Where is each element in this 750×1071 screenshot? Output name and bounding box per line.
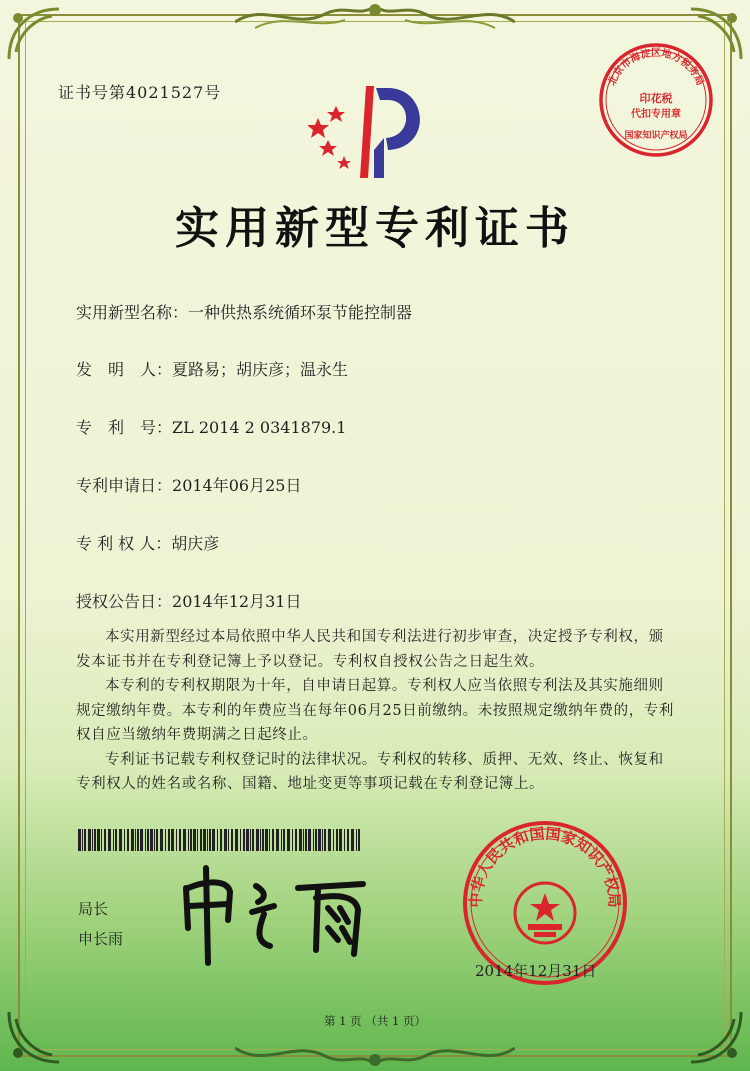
page-number: 第 1 页 （共 1 页） [324,1014,426,1028]
tax-seal-line3: 国家知识产权局 [624,131,688,141]
field-patent-number [76,415,346,438]
field-value: 2014年06月25日 [172,476,302,495]
corner-ornament-top-left [4,4,64,64]
field-utility-model-name [76,300,412,323]
field-label: 发 明 人： [76,360,173,379]
field-inventors [76,357,348,380]
certificate-body [76,625,676,797]
handwritten-signature [178,858,388,968]
field-patentee [76,531,219,554]
tax-seal-ring-text: 北京市海淀区地方税务局 [606,48,706,88]
field-value: 2014年12月31日 [172,592,302,611]
field-grant-announcement-date [76,589,301,612]
field-label: 实用新型名称： [76,303,189,322]
field-value: 一种供热系统循环泵节能控制器 [188,303,413,322]
field-label: 专 利 号： [76,418,173,437]
top-ornament [235,0,515,34]
body-paragraph: 本实用新型经过本局依照中华人民共和国专利法进行初步审查，决定授予专利权，颁发本证书并在专利登记簿上予以登记。专利权自授权公告之日起生效。 [76,629,664,670]
tax-seal-line1: 印花税 [639,92,673,105]
patent-office-logo [308,78,438,188]
tax-seal-line2: 代扣专用章 [631,109,681,120]
body-paragraph: 本专利的专利权期限为十年，自申请日起算。专利权人应当依照专利法及其实施细则规定缴纳年费。本专利的年费应当在每年06月25日前缴纳。未按照规定缴纳年费的，专利权自应当缴纳年费期满之日起终止。 [76,678,674,743]
field-value: 胡庆彦 [171,534,220,553]
national-emblem-icon [515,883,575,943]
field-application-date [76,473,301,496]
certificate-title: 实用新型专利证书 [175,203,575,254]
tax-stamp-seal [596,40,716,160]
field-label: 授权公告日： [76,592,173,611]
issue-date: 2014年12月31日 [475,962,597,980]
field-label: 专 利 权 人： [76,534,172,553]
official-seal-ring-text: 中华人民共和国国家知识产权局 [466,824,624,908]
field-value: ZL 2014 2 0341879.1 [172,418,347,437]
certificate-number: 证书号第4021527号 [58,83,222,102]
bottom-ornament [235,1040,515,1070]
body-paragraph: 专利证书记载专利权登记时的法律状况。专利权的转移、质押、无效、终止、恢复和专利权人的姓名或名称、国籍、地址变更等事项记载在专利登记簿上。 [76,751,664,792]
field-label: 专利申请日： [76,476,173,495]
signatory-name: 申长雨 [78,930,124,948]
signatory-title: 局长 [78,900,109,918]
barcode [78,829,363,851]
field-value: 夏路易；胡庆彦；温永生 [172,360,349,379]
svg-text:北京市海淀区地方税务局 [606,46,707,87]
